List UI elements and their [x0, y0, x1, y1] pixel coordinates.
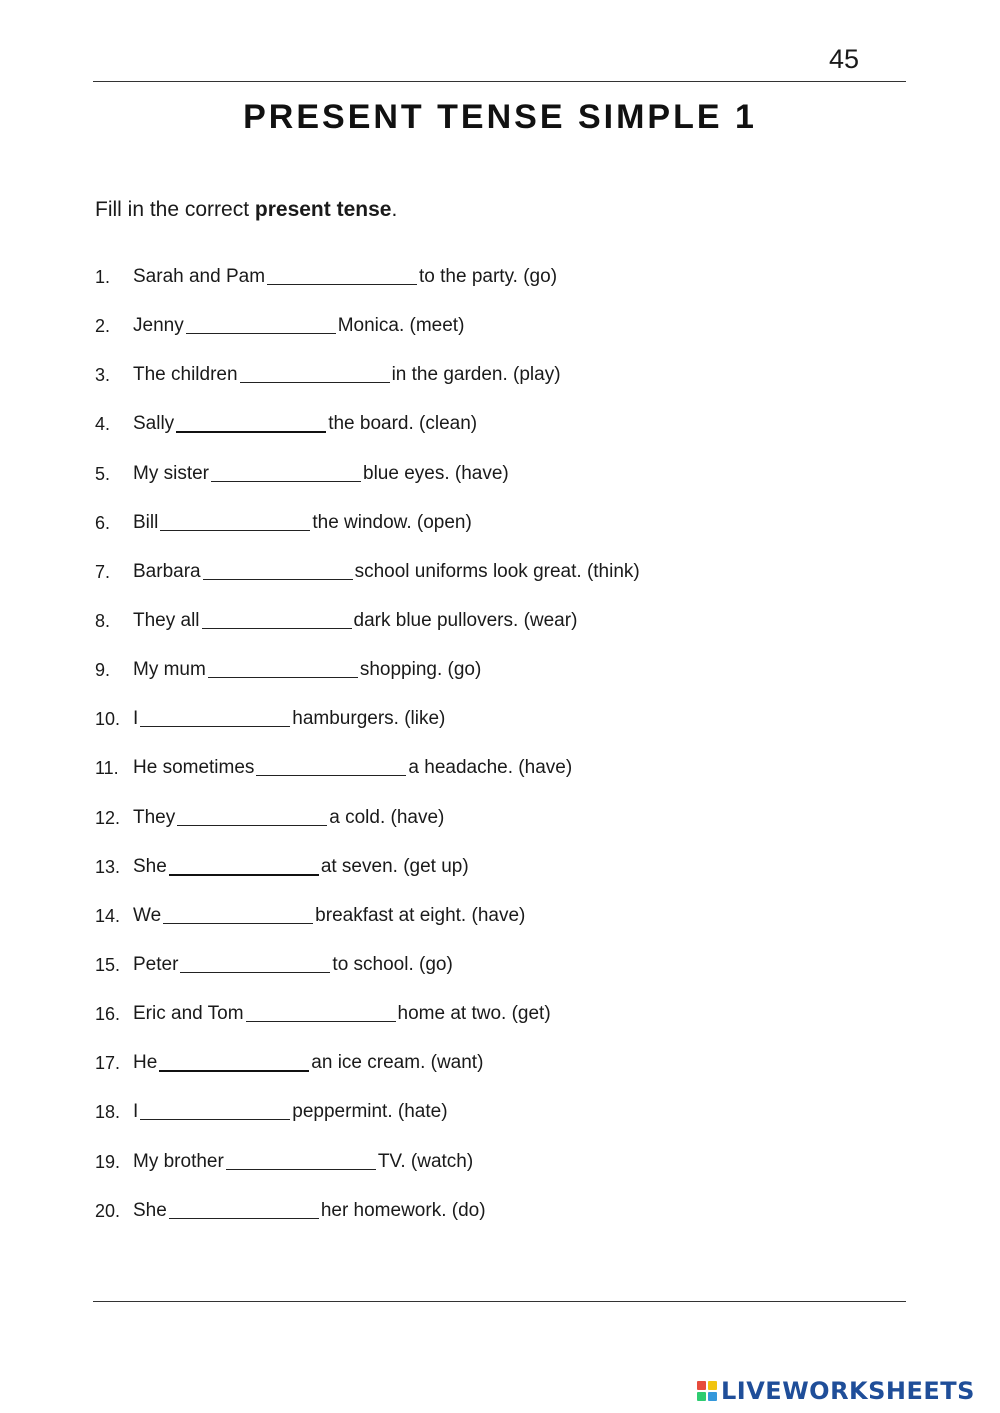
exercise-subject: My brother: [133, 1150, 224, 1172]
exercise-number: 20.: [95, 1200, 121, 1221]
exercise-rest: an ice cream. (want): [311, 1052, 484, 1074]
page-number: 45: [828, 44, 859, 74]
exercise-rest: the window. (open): [312, 511, 472, 533]
answer-blank[interactable]: [202, 608, 352, 629]
exercise-rest: TV. (watch): [377, 1150, 474, 1172]
exercise-item: [95, 903, 640, 952]
logo-square: [708, 1381, 717, 1390]
exercise-subject: My sister: [133, 462, 209, 484]
exercise-rest: hamburgers. (like): [292, 708, 446, 730]
exercise-number: 10.: [95, 709, 121, 730]
exercise-item: [95, 805, 640, 854]
exercise-number: 9.: [95, 660, 111, 681]
answer-blank[interactable]: [140, 706, 290, 727]
answer-blank[interactable]: [226, 1149, 376, 1170]
answer-blank[interactable]: [159, 1050, 309, 1072]
exercise-number: 12.: [95, 807, 121, 828]
exercise-rest: to the party. (go): [419, 266, 558, 287]
exercise-item: [95, 854, 640, 903]
answer-blank[interactable]: [169, 854, 319, 876]
exercise-subject: Sarah and Pam: [133, 266, 266, 287]
answer-blank[interactable]: [177, 805, 327, 826]
answer-blank[interactable]: [176, 411, 326, 433]
logo-text: LIVEWORKSHEETS: [721, 1377, 975, 1405]
exercise-rest: a headache. (have): [408, 757, 573, 779]
exercise-number: 17.: [95, 1053, 121, 1074]
exercise-item: [95, 608, 640, 657]
exercise-subject: Eric and Tom: [133, 1003, 244, 1025]
exercise-rest: blue eyes. (have): [363, 462, 509, 484]
exercise-rest: at seven. (get up): [320, 855, 469, 877]
exercise-item: [95, 952, 640, 1001]
answer-blank[interactable]: [208, 657, 358, 678]
exercise-number: 14.: [95, 905, 121, 926]
exercise-item: [95, 362, 640, 411]
exercise-subject: Barbara: [133, 560, 201, 582]
exercise-item: [95, 559, 640, 608]
exercise-rest: home at two. (get): [397, 1003, 551, 1025]
exercise-item: [95, 1198, 640, 1247]
exercise-item: [95, 1001, 640, 1050]
exercise-subject: They all: [133, 609, 200, 631]
exercise-item: [95, 461, 640, 510]
exercise-subject: She: [133, 1199, 167, 1221]
exercise-number: 6.: [95, 512, 111, 533]
answer-blank[interactable]: [180, 952, 330, 973]
answer-blank[interactable]: [246, 1001, 396, 1022]
exercise-number: 3.: [95, 365, 111, 386]
liveworksheets-logo: [697, 1377, 975, 1405]
exercise-number: 16.: [95, 1004, 121, 1025]
exercise-subject: Bill: [133, 511, 159, 533]
exercise-number: 4.: [95, 414, 111, 435]
exercise-rest: shopping. (go): [359, 659, 482, 681]
exercise-item: [95, 1050, 640, 1099]
exercise-rest: her homework. (do): [320, 1199, 486, 1221]
answer-blank[interactable]: [186, 313, 336, 334]
exercise-item: [95, 264, 640, 313]
exercise-number: 5.: [95, 463, 111, 484]
exercise-subject: I: [133, 708, 139, 730]
logo-square: [697, 1392, 706, 1401]
answer-blank[interactable]: [163, 903, 313, 924]
exercise-number: 15.: [95, 954, 121, 975]
exercise-rest: breakfast at eight. (have): [315, 904, 526, 926]
answer-blank[interactable]: [140, 1099, 290, 1120]
answer-blank[interactable]: [267, 264, 417, 285]
exercise-number: 2.: [95, 316, 111, 337]
exercise-item: [95, 1149, 640, 1198]
exercise-subject: Sally: [133, 413, 175, 435]
exercise-number: 7.: [95, 561, 111, 582]
answer-blank[interactable]: [160, 510, 310, 531]
exercise-rest: Monica. (meet): [337, 315, 465, 337]
logo-square: [708, 1392, 717, 1401]
exercise-rest: to school. (go): [332, 953, 453, 975]
answer-blank[interactable]: [169, 1198, 319, 1219]
exercise-subject: My mum: [133, 659, 206, 681]
exercise-rest: dark blue pullovers. (wear): [353, 609, 578, 631]
exercise-item: [95, 657, 640, 706]
answer-blank[interactable]: [211, 461, 361, 482]
exercise-subject: We: [133, 904, 162, 926]
exercise-rest: school uniforms look great. (think): [354, 560, 640, 582]
exercise-rest: a cold. (have): [329, 806, 445, 828]
exercise-subject: Jenny: [133, 315, 184, 337]
exercise-rest: peppermint. (hate): [292, 1101, 448, 1123]
logo-mark-icon: [697, 1381, 717, 1401]
page-title: PRESENT TENSE SIMPLE 1: [243, 98, 757, 136]
exercise-subject: Peter: [133, 953, 179, 975]
exercise-item: [95, 411, 640, 460]
logo-square: [697, 1381, 706, 1390]
exercise-list: [95, 264, 640, 1247]
exercise-rest: in the garden. (play): [391, 364, 561, 386]
exercise-rest: the board. (clean): [328, 413, 478, 435]
exercise-number: 13.: [95, 856, 121, 877]
answer-blank[interactable]: [240, 362, 390, 383]
exercise-item: [95, 706, 640, 755]
exercise-subject: The children: [133, 364, 238, 386]
instruction-text: Fill in the correct present tense.: [95, 198, 398, 221]
exercise-item: [95, 313, 640, 362]
exercise-number: 1.: [95, 267, 111, 287]
exercise-subject: I: [133, 1101, 139, 1123]
exercise-number: 11.: [95, 758, 119, 779]
exercise-item: [95, 510, 640, 559]
exercise-subject: They: [133, 806, 176, 828]
answer-blank[interactable]: [203, 559, 353, 580]
exercise-number: 18.: [95, 1102, 121, 1123]
answer-blank[interactable]: [256, 755, 406, 776]
top-divider: [93, 81, 906, 82]
exercise-subject: He: [133, 1052, 158, 1074]
bottom-divider: [93, 1301, 906, 1302]
exercise-number: 8.: [95, 610, 111, 631]
exercise-subject: She: [133, 855, 167, 877]
exercise-item: [95, 755, 640, 804]
exercise-number: 19.: [95, 1151, 121, 1172]
exercise-item: [95, 1099, 640, 1148]
exercise-subject: He sometimes: [133, 757, 255, 779]
